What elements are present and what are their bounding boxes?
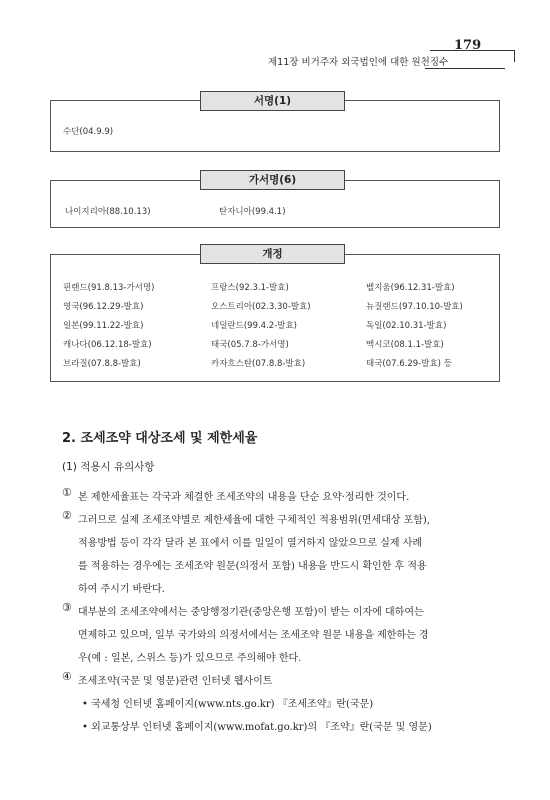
revision-entry: 태국(07.6.29-발효) 등 — [366, 359, 452, 369]
revision-entry: 태국(05.7.8-가서명) — [211, 340, 289, 350]
item-3-line: 대부분의 조세조약에서는 중앙행정기관(중앙은행 포함)이 받는 이자에 대하여는 — [78, 607, 424, 618]
revision-entry: 멕시코(08.1.1-발효) — [366, 340, 444, 350]
page-number: 179 — [454, 38, 482, 53]
revision-entry: 네덜란드(99.4.2-발효) — [211, 321, 298, 331]
item-marker-3: ③ — [62, 601, 72, 614]
item-2-line: 적용방법 등이 각각 달라 본 표에서 이를 일일이 열거하지 않았으므로 실제 사례 — [78, 538, 423, 549]
subheading: (1) 적용시 유의사항 — [62, 461, 155, 473]
revision-entry: 벨지움(96.12.31-발효) — [366, 283, 455, 293]
website-bullet: • 국세청 인터넷 홈페이지(www.nts.go.kr) 『조세조약』란(국문) — [82, 699, 374, 710]
item-3-line: 면제하고 있으며, 일부 국가와의 의정서에서는 조세조약 원문 내용을 제한하는 경 — [78, 630, 429, 641]
revision-entry: 카자흐스탄(07.8.8-발효) — [211, 359, 306, 369]
revision-entry: 독일(02.10.31-발효) — [366, 321, 447, 331]
item-2-line: 를 적용하는 경우에는 조세조약 원문(의정서 포함) 내용을 반드시 확인한 후 적용 — [78, 561, 427, 572]
initialled-entry: 나이지리아(88.10.13) — [65, 207, 151, 217]
item-3-line: 우(예 : 일본, 스위스 등)가 있으므로 주의해야 한다. — [78, 653, 302, 664]
signature-entry: 수단(04.9.9) — [63, 127, 114, 137]
item-2-line: 하여 주시기 바란다. — [78, 584, 165, 595]
item-4-line: 조세조약(국문 및 영문)관련 인터넷 웹사이트 — [78, 676, 273, 687]
revision-entry: 핀랜드(91.8.13-가서명) — [63, 283, 155, 293]
chapter-title: 제11장 비거주자 외국법인에 대한 원천징수 — [268, 57, 449, 68]
item-marker-2: ② — [62, 509, 72, 522]
revision-entry: 브라질(07.8.8-발효) — [63, 359, 141, 369]
initialled-entry: 탄자니아(99.4.1) — [219, 207, 286, 217]
item-marker-1: ① — [62, 486, 72, 499]
section-heading: 2. 조세조약 대상조세 및 제한세율 — [62, 431, 258, 446]
revision-box-title: 개정 — [200, 244, 345, 264]
revision-entry: 캐나다(06.12.18-발효) — [63, 340, 152, 350]
revision-entry: 프랑스(92.3.1-발효) — [211, 283, 289, 293]
revision-box — [50, 254, 500, 382]
website-bullet: • 외교통상부 인터넷 홈페이지(www.mofat.go.kr)의 『조약』란(국문 및 영문) — [82, 722, 432, 733]
initialled-box-title: 가서명(6) — [200, 170, 345, 190]
item-1-line: 본 제한세율표는 각국과 체결한 조세조약의 내용을 단순 요약·정리한 것이다. — [78, 492, 410, 503]
header-rule-bottom — [425, 68, 505, 69]
revision-entry: 일본(99.11.22-발효) — [63, 321, 144, 331]
item-2-line: 그러므로 실제 조세조약별로 제한세율에 대한 구체적인 적용범위(면세대상 포함), — [78, 515, 431, 526]
header-rule-tick — [514, 50, 515, 62]
signature-box-title: 서명(1) — [200, 91, 345, 111]
revision-entry: 뉴질랜드(97.10.10-발효) — [366, 302, 463, 312]
revision-entry: 영국(96.12.29-발효) — [63, 302, 144, 312]
item-marker-4: ④ — [62, 670, 72, 683]
revision-entry: 오스트리아(02.3.30-발효) — [211, 302, 311, 312]
header-rule — [430, 50, 515, 51]
